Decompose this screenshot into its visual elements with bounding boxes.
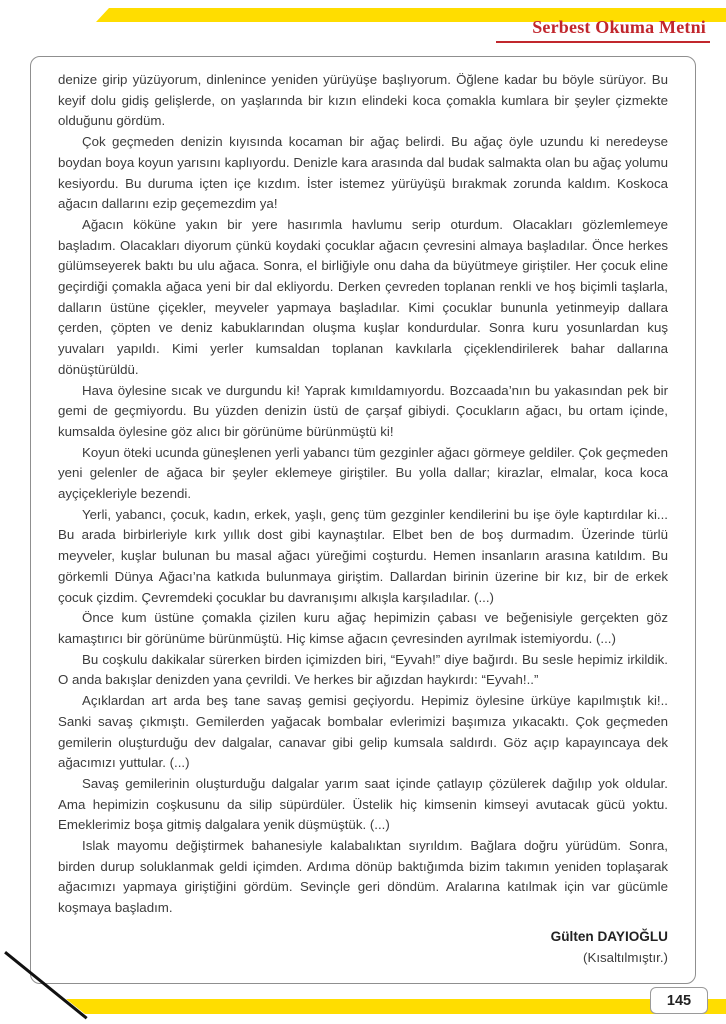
paragraph: denize girip yüzüyorum, dinlenince yeniden yürüyüşe başlıyorum. Öğlene kadar bu böyle sürüyor. Bu keyif dolu gidiş gelişlerde, on yaşlarında bir kızın elindeki koca çomakla kumlara bir şeyler çizmekte olduğunu gördüm. (58, 72, 668, 129)
paragraph: Hava öylesine sıcak ve durgundu ki! Yaprak kımıldamıyordu. Bozcaada’nın bu yakasından pek bir gemi de geçmiyordu. Bu yüzden denizin üstü de çarşaf gibiydi. Çocukların ağacı, bu ortam içinde, kumsalda öylesine göz alıcı bir görünüme bürünmüştü ki! (58, 382, 668, 439)
author-name: Gülten DAYIOĞLU (550, 928, 668, 944)
page-number: 145 (666, 992, 692, 1009)
paragraph: Yerli, yabancı, çocuk, kadın, erkek, yaşlı, genç tüm gezginler kendilerini bu işe öyle kaptırdılar ki... Bu arada birbirleriyle kırk yıllık dost gibi kaynaştılar. Elbet ben de boş durmadım. Üzerinde türlü meyveler, kuşlar bulunan bu masal ağacı yüreğimi coşturdu. Hemen insanların arasına katıldım. Bu görkemli Dünya Ağacı’na katkıda bulunmaya giriştim. Dallardan birinin üzerine bir kız, bir de erkek çocuk çizdim. Çevremdeki çocuklar bu davranışımı alkışla karşıladılar. (...) (58, 506, 668, 605)
paragraph: Önce kum üstüne çomakla çizilen kuru ağaç hepimizin çabası ve beğenisiyle gerçekten göz kamaştırıcı bir görünüme bürünmüştü. Hiç kimse ağacın çevresinden ayrılmak istemiyordu. (...) (58, 610, 668, 646)
page-number-badge (650, 987, 708, 1014)
paragraph: Çok geçmeden denizin kıyısında kocaman bir ağaç belirdi. Bu ağaç öyle uzundu ki neredeyse boydan boya koyun yarısını kaplıyordu. Denizle kara arasında dal budak salmakta olan bu ağaç yolumu kesiyordu. Bu duruma içten içe kızdım. İster istemez yürüyüşü bırakmak zorunda kaldım. Koskoca ağacın dallarını ezip geçemezdim ya! (58, 134, 668, 212)
title-underline (496, 41, 710, 43)
page-title: Serbest Okuma Metni (532, 17, 706, 37)
footer-accent-band (66, 999, 726, 1014)
paragraph: Koyun öteki ucunda güneşlenen yerli yabancı tüm gezginler ağacı görmeye geldiler. Çok geçmeden yeni gelenler de ağaca bir şeyler eklemeye giriştiler. Bu yolla dallar; kirazlar, elmalar, koca koca ayçiçekleriyle bezendi. (58, 444, 668, 502)
paragraph: Bu coşkulu dakikalar sürerken birden içimizden biri, “Eyvah!” diye bağırdı. Bu sesle hepimiz irkildik. O anda bakışlar denizden yana çevrildi. Ve herkes bir ağızdan haykırdı: “Eyvah!..” (58, 651, 668, 688)
paragraph: Savaş gemilerinin oluşturduğu dalgalar yarım saat içinde çatlayıp çözülerek dağılıp yok oldular. Ama hepimizin coşkusunu da silip süpürdüler. Üstelik hiç kimsenin kimseyi avutacak gücü yoktu. Emeklerimiz boşa gitmiş dalgalara yenik düşmüştük. (...) (58, 775, 668, 833)
paragraph: Islak mayomu değiştirmek bahanesiyle kalabalıktan sıyrıldım. Bağlara doğru yürüdüm. Sonra, birden durup soluklanmak geldi içimden. Ardıma dönüp baktığımda bizim takımın yeniden toplaşarak ağacımızı yapmaya giriştiğini gördüm. Sevinçle geri döndüm. Aralarına katılmak için var gücümle koşmaya başladım. (58, 838, 668, 916)
abridged-note: (Kısaltılmıştır.) (583, 949, 668, 965)
reading-text-box (30, 56, 696, 984)
paragraph: Açıklardan art arda beş tane savaş gemisi geçiyordu. Hepimiz öylesine ürküye kapılmıştık ki!.. Sanki savaş çıkmıştı. Gemilerden yağacak bombalar evlerimizi başımıza yıkacaktı. Çok geçmeden gemilerin oluşturduğu dev dalgalar, canavar gibi gelip kumsala saldırdı. Göz açıp kapayıncaya dek ağacımızı yuttular. (...) (58, 693, 668, 771)
paragraph: Ağacın köküne yakın bir yere hasırımla havlumu serip oturdum. Olacakları gözlemlemeye başladım. Olacakları diyorum çünkü koydaki çocuklar ağacın çevresini almaya başladılar. Önce herkes gülümseyerek baktı bu ulu ağaca. Sonra, el birliğiyle onu daha da büyütmeye giriştiler. Her çocuk eline geçirdiği çomakla ağaca yeni bir dal ekliyordu. Derken çevreden toplanan renkli ve hoş biçimli taşlarla, dalların üstüne çiçekler, meyveler yapmaya başladılar. Kimi çocuklar bununla yetinmeyip dallara çerden, çöpten ve deniz kabuklarından oluşma kuşlar kondurdular. Sonra kuru yosunlardan kuş yuvaları yapıldı. Kimi yerler kumsaldan toplanan kavkılarla çiçeklendirilerek bahar dallarına dönüştürüldü. (58, 216, 668, 377)
